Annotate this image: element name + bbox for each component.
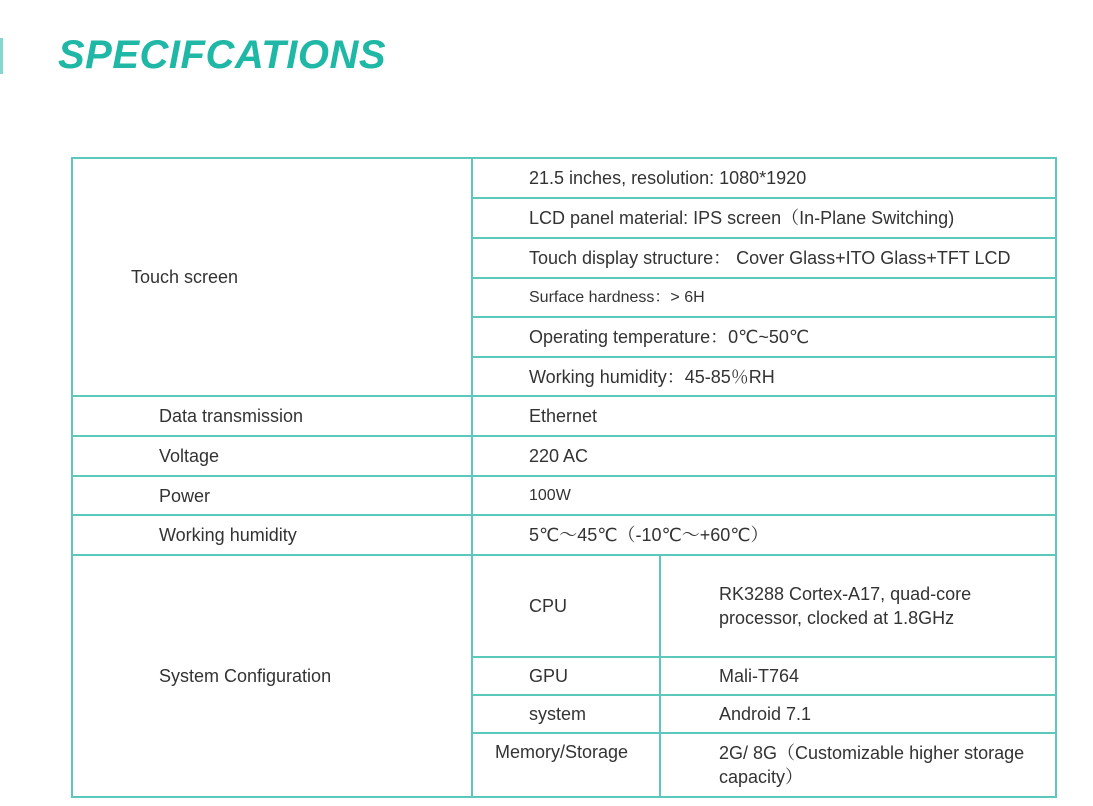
voltage-value: 220 AC	[472, 436, 1056, 476]
touch-screen-label: Touch screen	[131, 267, 239, 287]
system-label: system	[472, 695, 660, 733]
gpu-value: Mali-T764	[660, 657, 1056, 695]
edge-decoration	[0, 38, 3, 74]
memory-storage-value: 2G/ 8G（Customizable higher storage capacity）	[660, 733, 1056, 797]
memory-storage-label: Memory/Storage	[472, 733, 660, 797]
touch-screen-spec-hardness: Surface hardness：> 6H	[472, 278, 1056, 317]
gpu-label: GPU	[472, 657, 660, 695]
touch-screen-spec-panel: LCD panel material: IPS screen（In-Plane Switching)	[472, 198, 1056, 238]
table-row	[72, 436, 1056, 476]
system-configuration-label: System Configuration	[159, 666, 332, 686]
touch-screen-label-cell	[72, 158, 472, 396]
voltage-label: Voltage	[72, 436, 472, 476]
power-label: Power	[72, 476, 472, 515]
system-value: Android 7.1	[660, 695, 1056, 733]
system-configuration-label-cell	[72, 555, 472, 797]
table-row	[72, 476, 1056, 515]
working-humidity-label: Working humidity	[72, 515, 472, 555]
cpu-value: RK3288 Cortex-A17, quad-core processor, clocked at 1.8GHz	[660, 555, 1056, 657]
data-transmission-value: Ethernet	[472, 396, 1056, 436]
working-humidity-value: 5℃～45℃（-10℃～+60℃）	[472, 515, 1056, 555]
table-row	[72, 396, 1056, 436]
table-row	[72, 158, 1056, 198]
power-value: 100W	[472, 476, 1056, 515]
cpu-label: CPU	[472, 555, 660, 657]
touch-screen-spec-resolution: 21.5 inches, resolution: 1080*1920	[472, 158, 1056, 198]
data-transmission-label: Data transmission	[72, 396, 472, 436]
table-row	[72, 515, 1056, 555]
touch-screen-spec-structure: Touch display structure： Cover Glass+ITO Glass+TFT LCD	[472, 238, 1056, 278]
touch-screen-spec-temperature: Operating temperature：0℃~50℃	[472, 317, 1056, 357]
table-row	[72, 555, 1056, 657]
touch-screen-spec-humidity: Working humidity：45-85％RH	[472, 357, 1056, 396]
specifications-table	[71, 157, 1057, 798]
page-title: SPECIFCATIONS	[58, 33, 387, 77]
